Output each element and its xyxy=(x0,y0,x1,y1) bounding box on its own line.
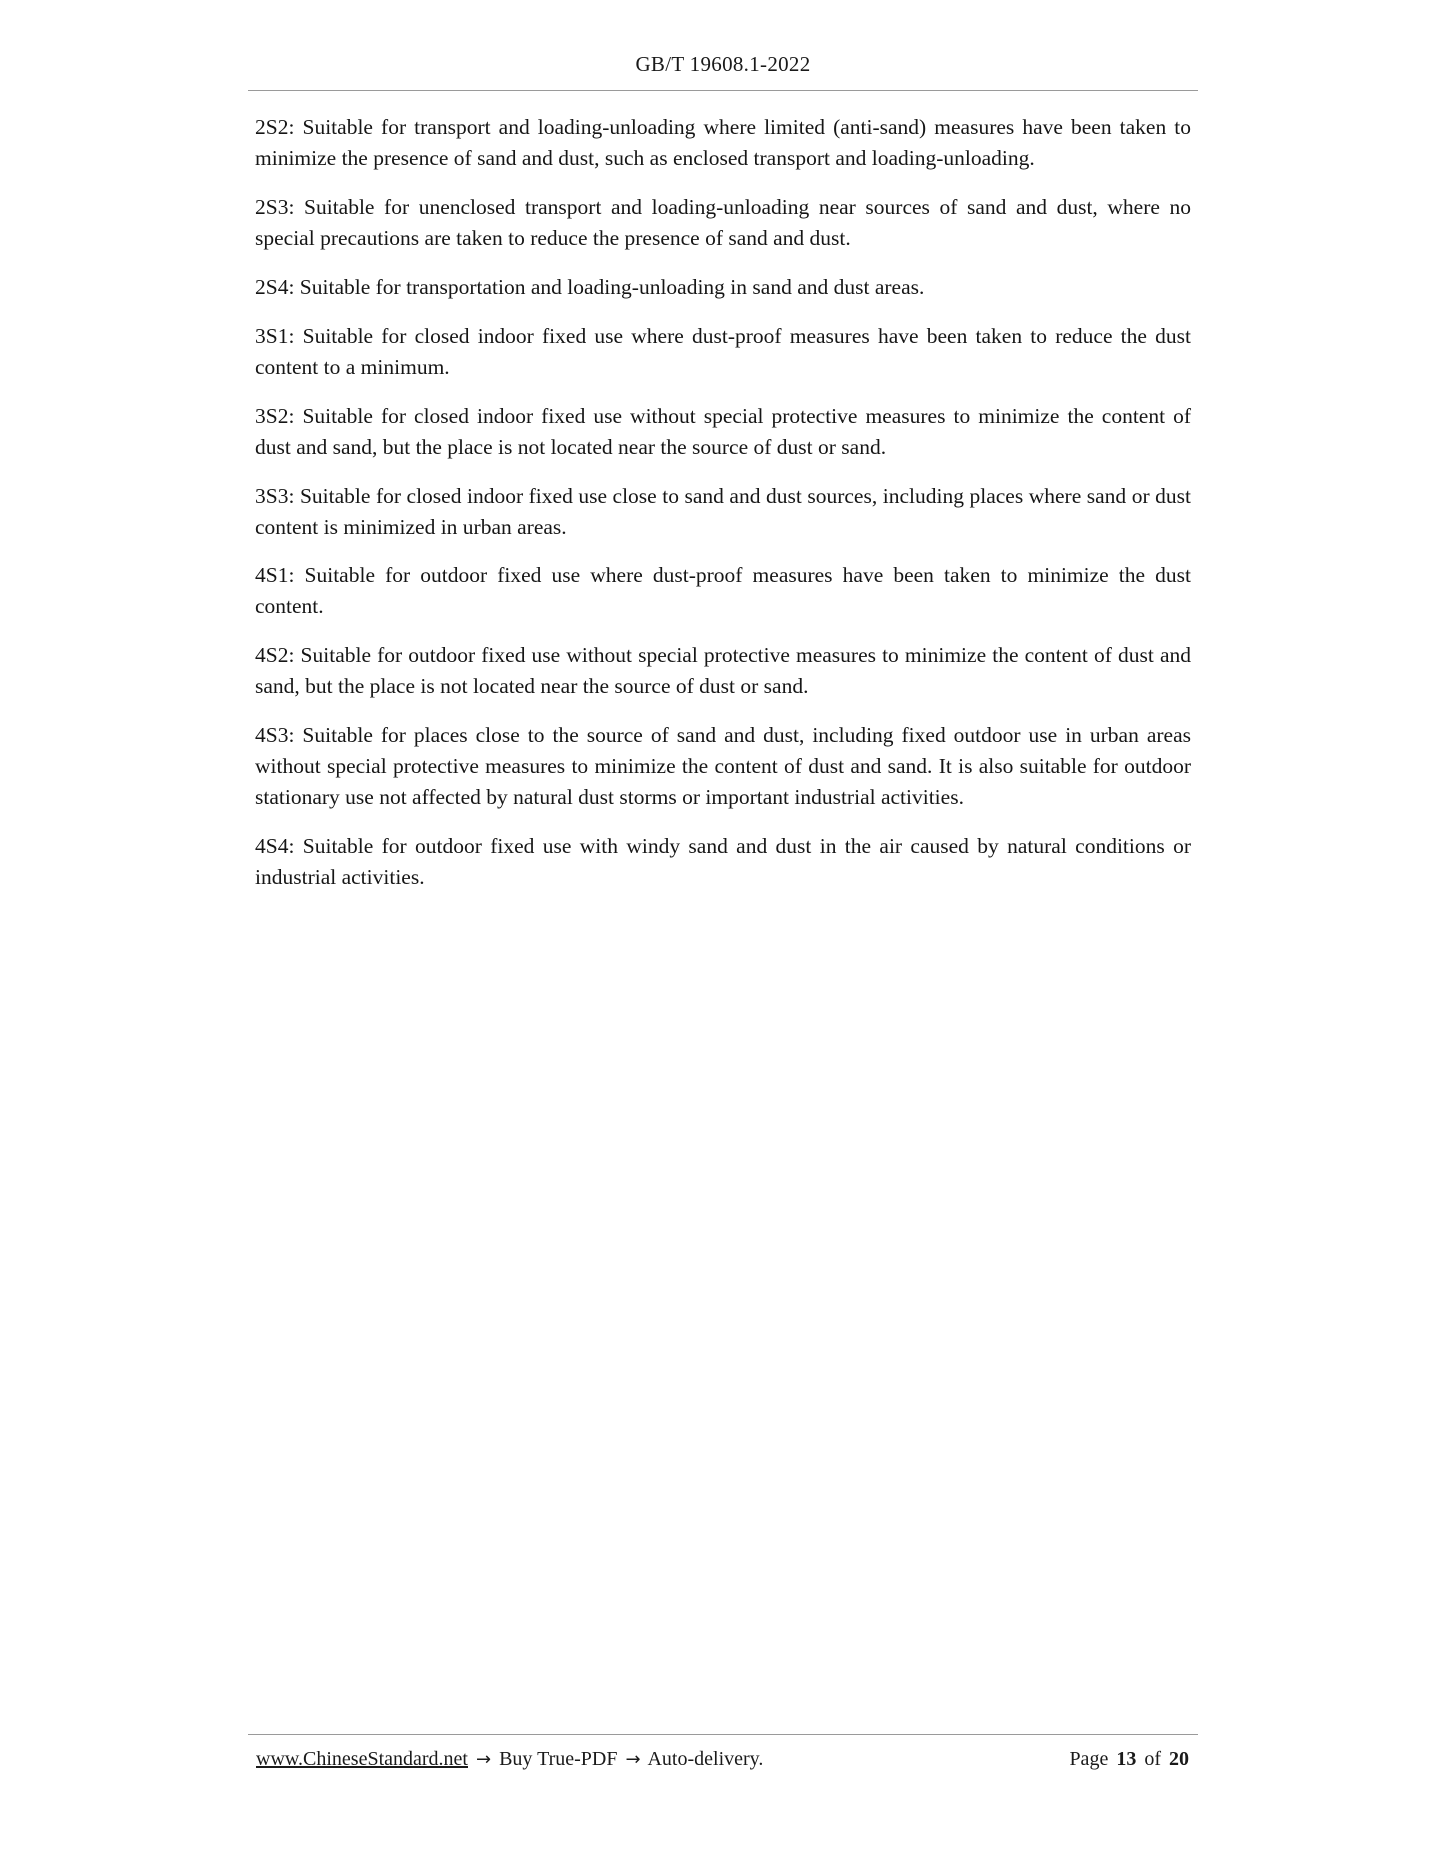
buy-true-pdf-text: Buy True-PDF xyxy=(499,1748,618,1770)
current-page-number: 13 xyxy=(1116,1748,1137,1770)
paragraph: 3S2: Suitable for closed indoor fixed use without special protective measures to minimize the content of dust and sand, but the place is not located near the source of dust or sand. xyxy=(255,403,1191,459)
paragraph: 3S3: Suitable for closed indoor fixed use close to sand and dust sources, including places where sand or dust content is minimized in urban areas. xyxy=(255,483,1191,539)
paragraph: 2S4: Suitable for transportation and loading-unloading in sand and dust areas. xyxy=(255,274,925,299)
paragraph: 4S2: Suitable for outdoor fixed use without special protective measures to minimize the content of dust and sand, but the place is not located near the source of dust or sand. xyxy=(255,643,1191,699)
page-footer xyxy=(248,1748,1198,1788)
chinesestandard-link[interactable]: www.ChineseStandard.net xyxy=(256,1748,468,1770)
paragraph: 4S1: Suitable for outdoor fixed use where dust-proof measures have been taken to minimize the dust content. xyxy=(255,563,1191,619)
paragraph: 2S3: Suitable for unenclosed transport and loading-unloading near sources of sand and dust, where no special precautions are taken to reduce the presence of sand and dust. xyxy=(255,194,1191,250)
document-body xyxy=(255,112,1191,893)
of-label: of xyxy=(1144,1748,1161,1770)
page-header xyxy=(248,52,1198,77)
page-indicator xyxy=(1069,1748,1192,1771)
total-page-count: 20 xyxy=(1169,1748,1189,1770)
footer-promo xyxy=(256,1748,763,1771)
arrow-right-icon: → xyxy=(625,1749,641,1770)
paragraph: 3S1: Suitable for closed indoor fixed use where dust-proof measures have been taken to reduce the dust content to a minimum. xyxy=(255,323,1191,379)
arrow-right-icon: → xyxy=(476,1749,492,1770)
paragraph: 4S3: Suitable for places close to the source of sand and dust, including fixed outdoor use in urban areas without special protective measures to minimize the content of dust and sand. It is also suitable for outdoor stationary use not affected by natural dust storms or important industrial activities. xyxy=(255,723,1191,810)
page-label: Page xyxy=(1069,1748,1109,1770)
paragraph: 2S2: Suitable for transport and loading-unloading where limited (anti-sand) measures have been taken to minimize the presence of sand and dust, such as enclosed transport and loading-unloading. xyxy=(255,115,1191,170)
paragraph: 4S4: Suitable for outdoor fixed use with windy sand and dust in the air caused by natural conditions or industrial activities. xyxy=(255,834,1191,890)
header-divider xyxy=(248,90,1198,91)
standard-number: GB/T 19608.1-2022 xyxy=(635,52,811,76)
footer-divider xyxy=(248,1734,1198,1735)
auto-delivery-text: Auto-delivery. xyxy=(647,1748,764,1770)
